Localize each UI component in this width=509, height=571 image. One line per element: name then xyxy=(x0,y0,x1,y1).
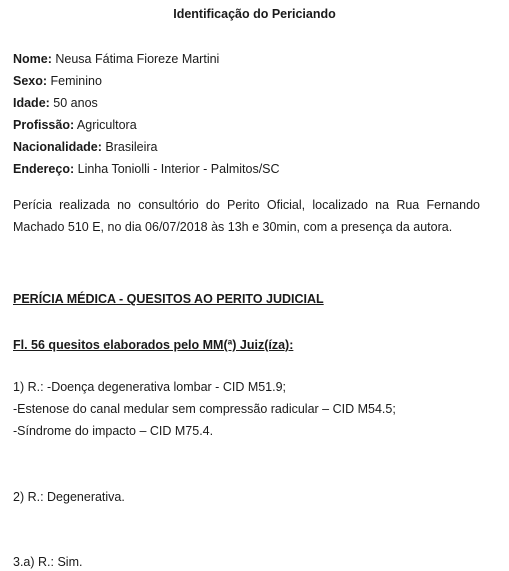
field-profession xyxy=(13,118,137,132)
field-value: Linha Toniolli - Interior - Palmitos/SC xyxy=(74,162,280,176)
field-label: Endereço: xyxy=(13,162,75,176)
field-value: Agricultora xyxy=(74,118,137,132)
field-value: Brasileira xyxy=(101,140,158,154)
document-title: Identificação do Periciando xyxy=(173,7,336,21)
answer-1-line-2: -Estenose do canal medular sem compressão radicular – CID M54.5; xyxy=(13,402,396,416)
field-label: Sexo: xyxy=(13,74,48,88)
field-value: Feminino xyxy=(47,74,102,88)
field-nationality xyxy=(13,140,158,154)
field-sex xyxy=(13,74,102,88)
field-label: Idade: xyxy=(13,96,50,110)
answer-2: 2) R.: Degenerativa. xyxy=(13,490,125,504)
field-label: Profissão: xyxy=(13,118,75,132)
answer-1-line-3: -Síndrome do impacto – CID M75.4. xyxy=(13,424,214,438)
answer-1-line-1: 1) R.: -Doença degenerativa lombar - CID M51.9; xyxy=(13,380,287,394)
field-address xyxy=(13,162,280,176)
field-label: Nome: xyxy=(13,52,52,66)
section-heading: PERÍCIA MÉDICA - QUESITOS AO PERITO JUDICIAL xyxy=(13,292,324,306)
exam-paragraph: Perícia realizada no consultório do Perito Oficial, localizado na Rua Fernando Machado 510 E, no dia 06/07/2018 às 13h e 30min, com a presença da autora. xyxy=(13,198,480,234)
field-value: Neusa Fátima Fioreze Martini xyxy=(51,52,220,66)
field-label: Nacionalidade: xyxy=(13,140,102,154)
field-value: 50 anos xyxy=(49,96,98,110)
field-name xyxy=(13,52,219,66)
answer-3a: 3.a) R.: Sim. xyxy=(13,555,83,569)
sub-heading: Fl. 56 quesitos elaborados pelo MM(ª) Juiz(íza): xyxy=(13,338,294,352)
field-age xyxy=(13,96,98,110)
